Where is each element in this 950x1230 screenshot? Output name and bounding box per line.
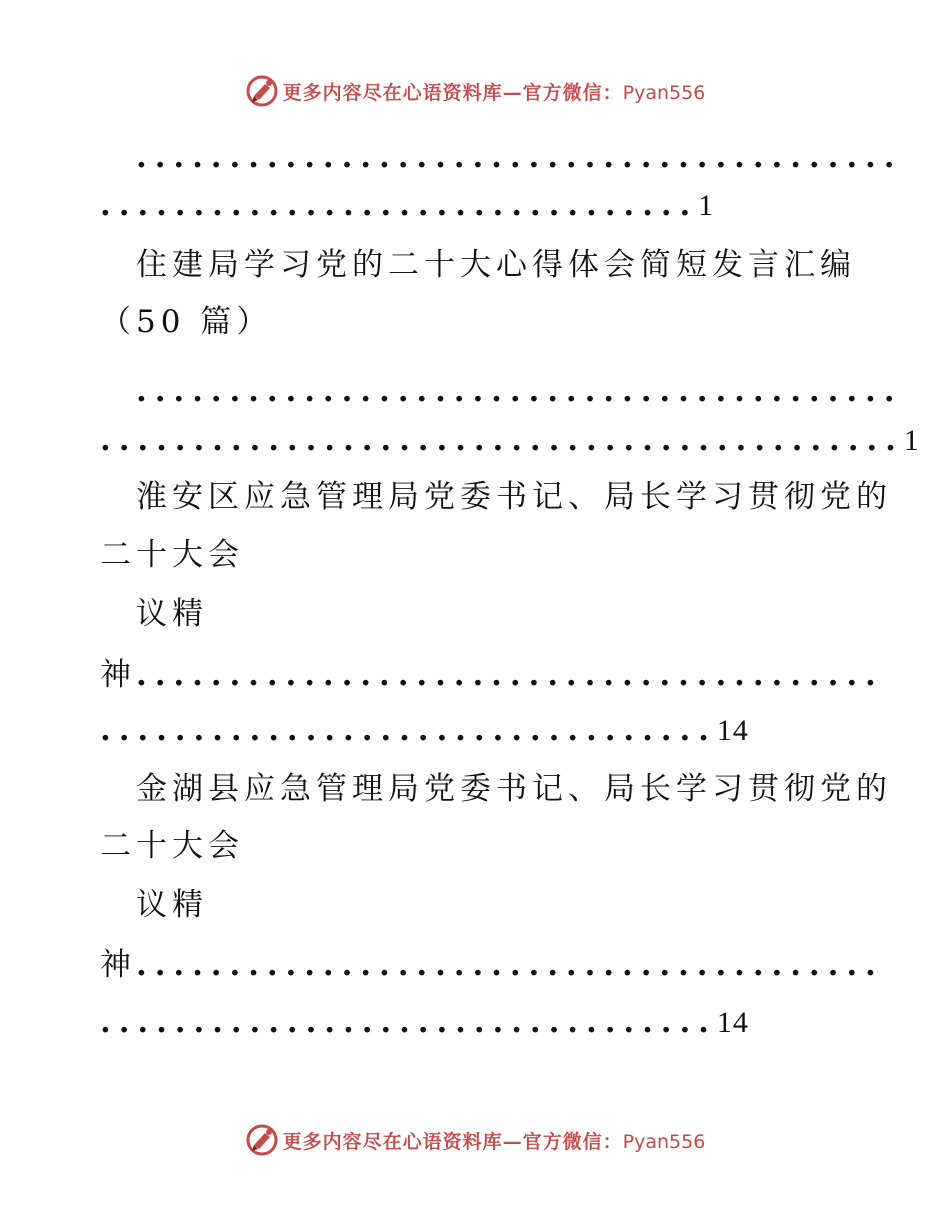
toc-leader-line: ................................1 [100,187,715,223]
toc-leader-line: ......................................... [136,373,903,409]
watermark-text: 更多内容尽在心语资料库—官方微信：Pyan556 [282,81,706,104]
toc-entry-title[interactable]: 金湖县应急管理局党委书记、局长学习贯彻党的 [136,771,892,807]
toc-entry-title[interactable]: 二十大会 [100,537,244,573]
toc-leader-line: ...........................................1 [100,422,920,458]
pen-logo-icon [245,1123,279,1157]
toc-page-number: 14 [716,1006,749,1039]
toc-page-number: 1 [698,189,715,222]
toc-leader-line: .................................14 [100,1004,749,1040]
pen-logo-icon [245,74,279,108]
toc-entry-title[interactable]: 议精 [136,887,208,923]
toc-leader-line: ......................................... [136,139,903,175]
toc-page-number: 1 [903,424,920,457]
toc-entry-title[interactable]: 议精 [136,596,208,632]
toc-entry-title[interactable]: 二十大会 [100,828,244,864]
toc-entry-title[interactable]: 住建局学习党的二十大心得体会简短发言汇编 [136,247,856,283]
footer-watermark [0,1120,950,1160]
toc-page-number: 14 [716,714,749,747]
toc-entry-title[interactable]: （50 篇） [100,304,273,340]
watermark-text: 更多内容尽在心语资料库—官方微信：Pyan556 [282,1130,706,1153]
toc-entry-title[interactable]: 淮安区应急管理局党委书记、局长学习贯彻党的 [136,479,892,515]
toc-leader-line: .................................14 [100,712,749,748]
toc-leader-line: 神........................................ [100,947,884,983]
toc-leader-line: 神........................................ [100,657,884,693]
header-watermark [0,71,950,111]
